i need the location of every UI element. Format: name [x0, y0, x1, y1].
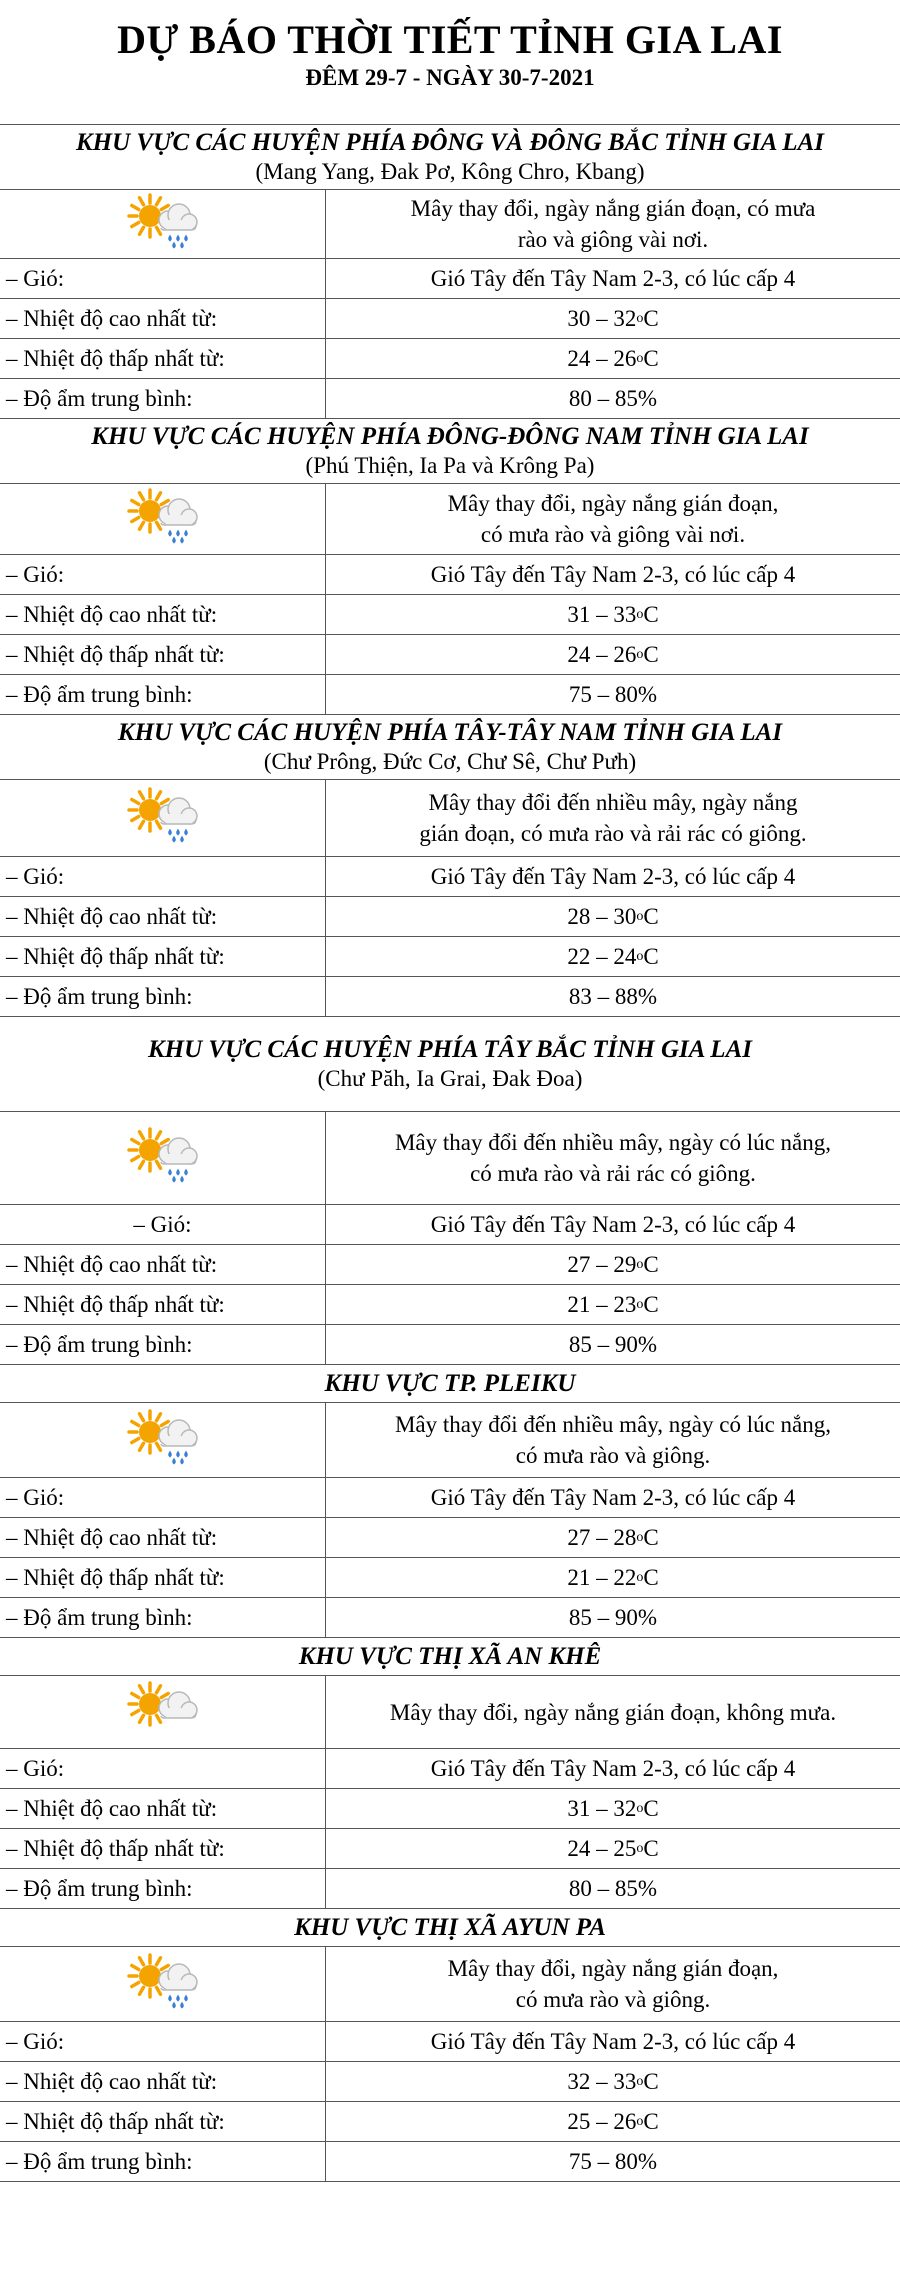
wind-value-cell — [326, 1205, 900, 1244]
max-temp-value-cell: 31 – 32 o C — [326, 1789, 900, 1828]
region-header — [0, 1909, 900, 1947]
wind-value: Gió Tây đến Tây Nam 2-3, có lúc cấp 4 — [430, 1756, 796, 1781]
region-header — [0, 1638, 900, 1676]
weather-icon-cell — [0, 1112, 326, 1204]
max-temp-value-cell: 30 – 32 o C — [326, 299, 900, 338]
sun-cloud-rain-icon — [124, 1124, 202, 1192]
weather-icon-cell — [0, 190, 326, 258]
weather-icon-cell — [0, 1947, 326, 2021]
wind-label: – Gió: — [0, 2022, 326, 2061]
forecast-line: Mây thay đổi đến nhiều mây, ngày có lúc nắng, — [394, 1130, 832, 1155]
min-temp-value: 21 – 23 — [567, 1292, 637, 1317]
weather-row — [0, 1947, 900, 2022]
page-subtitle: ĐÊM 29-7 - NGÀY 30-7-2021 — [305, 65, 595, 90]
celsius-unit: C — [643, 1525, 659, 1550]
humidity-value-cell — [326, 977, 900, 1016]
celsius-unit: C — [643, 2069, 659, 2094]
forecast-line: có mưa rào và rải rác có giông. — [470, 1161, 756, 1186]
max-temp-label: – Nhiệt độ cao nhất từ: — [0, 2062, 326, 2101]
humidity-row — [0, 1325, 900, 1365]
max-temp-label: – Nhiệt độ cao nhất từ: — [0, 897, 326, 936]
wind-label: – Gió: — [0, 555, 326, 594]
wind-value-cell — [326, 857, 900, 896]
max-temp-value: 28 – 30 — [567, 904, 637, 929]
celsius-unit: C — [643, 1836, 659, 1861]
max-temp-row — [0, 299, 900, 339]
region-districts: (Mang Yang, Đak Pơ, Kông Chro, Kbang) — [255, 159, 645, 184]
humidity-row — [0, 1598, 900, 1638]
wind-value: Gió Tây đến Tây Nam 2-3, có lúc cấp 4 — [430, 1212, 796, 1237]
forecast-description — [326, 1676, 900, 1748]
humidity-value-cell — [326, 1869, 900, 1908]
humidity-value: 75 – 80% — [568, 682, 658, 707]
max-temp-row — [0, 1789, 900, 1829]
humidity-value: 75 – 80% — [568, 2149, 658, 2174]
min-temp-label: – Nhiệt độ thấp nhất từ: — [0, 635, 326, 674]
sun-cloud-rain-icon — [124, 190, 202, 258]
region-name: KHU VỰC TP. PLEIKU — [324, 1369, 576, 1397]
humidity-value: 80 – 85% — [568, 386, 658, 411]
region-name: KHU VỰC THỊ XÃ AYUN PA — [294, 1913, 606, 1941]
forecast-line: có mưa rào và giông. — [515, 1987, 711, 2012]
min-temp-label: – Nhiệt độ thấp nhất từ: — [0, 2102, 326, 2141]
max-temp-value-cell: 28 – 30 o C — [326, 897, 900, 936]
forecast-description — [326, 484, 900, 554]
wind-row — [0, 2022, 900, 2062]
celsius-unit: C — [643, 1565, 659, 1590]
page-title: DỰ BÁO THỜI TIẾT TỈNH GIA LAI — [117, 17, 783, 62]
min-temp-value-cell: 25 – 26 o C — [326, 2102, 900, 2141]
forecast-description — [326, 1947, 900, 2021]
wind-value-cell — [326, 555, 900, 594]
wind-row — [0, 555, 900, 595]
max-temp-row — [0, 2062, 900, 2102]
wind-label: – Gió: — [0, 1478, 326, 1517]
humidity-value-cell — [326, 1325, 900, 1364]
wind-label: – Gió: — [0, 857, 326, 896]
celsius-unit: C — [643, 306, 659, 331]
region-districts: (Chư Prông, Đức Cơ, Chư Sê, Chư Pưh) — [263, 749, 637, 774]
min-temp-row — [0, 1558, 900, 1598]
region-header — [0, 419, 900, 484]
region-header — [0, 715, 900, 780]
region-header — [0, 1017, 900, 1112]
celsius-unit: C — [643, 346, 659, 371]
min-temp-row — [0, 339, 900, 379]
forecast-description — [326, 780, 900, 856]
humidity-row — [0, 2142, 900, 2182]
wind-value-cell — [326, 2022, 900, 2061]
wind-row — [0, 1205, 900, 1245]
min-temp-value: 24 – 26 — [567, 346, 637, 371]
min-temp-label: – Nhiệt độ thấp nhất từ: — [0, 339, 326, 378]
humidity-label: – Độ ẩm trung bình: — [0, 1869, 326, 1908]
forecast-description — [326, 1403, 900, 1477]
max-temp-label: – Nhiệt độ cao nhất từ: — [0, 299, 326, 338]
forecast-line: Mây thay đổi, ngày nắng gián đoạn, không mưa. — [389, 1699, 837, 1725]
region-header — [0, 125, 900, 190]
max-temp-value-cell: 27 – 29 o C — [326, 1245, 900, 1284]
wind-label: – Gió: — [0, 1205, 326, 1244]
sun-cloud-rain-icon — [124, 1406, 202, 1474]
forecast-description — [326, 1112, 900, 1204]
celsius-unit: C — [643, 904, 659, 929]
max-temp-value: 27 – 28 — [567, 1525, 637, 1550]
humidity-label: – Độ ẩm trung bình: — [0, 977, 326, 1016]
forecast-table — [0, 124, 900, 2182]
min-temp-value-cell: 22 – 24 o C — [326, 937, 900, 976]
max-temp-value: 32 – 33 — [567, 2069, 637, 2094]
min-temp-label: – Nhiệt độ thấp nhất từ: — [0, 1285, 326, 1324]
sun-cloud-rain-icon — [124, 784, 202, 852]
min-temp-label: – Nhiệt độ thấp nhất từ: — [0, 937, 326, 976]
celsius-unit: C — [643, 1292, 659, 1317]
wind-label: – Gió: — [0, 1749, 326, 1788]
weather-row — [0, 190, 900, 259]
min-temp-value: 24 – 25 — [567, 1836, 637, 1861]
min-temp-value-cell: 24 – 26 o C — [326, 339, 900, 378]
humidity-label: – Độ ẩm trung bình: — [0, 2142, 326, 2181]
max-temp-label: – Nhiệt độ cao nhất từ: — [0, 1518, 326, 1557]
wind-row — [0, 1749, 900, 1789]
weather-icon-cell — [0, 780, 326, 856]
max-temp-row — [0, 595, 900, 635]
region-header — [0, 1365, 900, 1403]
min-temp-row — [0, 1829, 900, 1869]
humidity-value: 85 – 90% — [568, 1605, 658, 1630]
region-name: KHU VỰC CÁC HUYỆN PHÍA TÂY BẮC TỈNH GIA LAI — [148, 1036, 752, 1063]
celsius-unit: C — [643, 1252, 659, 1277]
humidity-row — [0, 675, 900, 715]
sun-cloud-rain-icon — [124, 1950, 202, 2018]
forecast-line: Mây thay đổi, ngày nắng gián đoạn, có mưa — [410, 196, 816, 221]
wind-value-cell — [326, 259, 900, 298]
celsius-unit: C — [643, 1796, 659, 1821]
wind-row — [0, 1478, 900, 1518]
wind-row — [0, 259, 900, 299]
min-temp-value-cell: 21 – 22 o C — [326, 1558, 900, 1597]
max-temp-label: – Nhiệt độ cao nhất từ: — [0, 595, 326, 634]
min-temp-row — [0, 635, 900, 675]
region-districts: (Phú Thiện, Ia Pa và Krông Pa) — [305, 453, 595, 478]
weather-row — [0, 484, 900, 555]
humidity-label: – Độ ẩm trung bình: — [0, 379, 326, 418]
wind-value-cell — [326, 1478, 900, 1517]
min-temp-label: – Nhiệt độ thấp nhất từ: — [0, 1829, 326, 1868]
min-temp-value: 21 – 22 — [567, 1565, 637, 1590]
max-temp-row — [0, 897, 900, 937]
forecast-description — [326, 190, 900, 258]
weather-icon-cell — [0, 484, 326, 554]
forecast-line: Mây thay đổi, ngày nắng gián đoạn, — [447, 491, 779, 516]
forecast-line: có mưa rào và giông vài nơi. — [480, 522, 746, 547]
max-temp-value: 27 – 29 — [567, 1252, 637, 1277]
region-name: KHU VỰC CÁC HUYỆN PHÍA ĐÔNG VÀ ĐÔNG BẮC TỈNH GIA LAI — [76, 129, 824, 156]
min-temp-value: 25 – 26 — [567, 2109, 637, 2134]
region-name: KHU VỰC CÁC HUYỆN PHÍA ĐÔNG-ĐÔNG NAM TỈNH GIA LAI — [91, 423, 809, 450]
humidity-value-cell — [326, 1598, 900, 1637]
forecast-line: rào và giông vài nơi. — [517, 227, 709, 252]
weather-icon-cell — [0, 1403, 326, 1477]
humidity-row — [0, 977, 900, 1017]
forecast-line: Mây thay đổi đến nhiều mây, ngày có lúc nắng, — [394, 1412, 832, 1437]
wind-value: Gió Tây đến Tây Nam 2-3, có lúc cấp 4 — [430, 864, 796, 889]
min-temp-value-cell: 24 – 25 o C — [326, 1829, 900, 1868]
max-temp-value-cell: 31 – 33 o C — [326, 595, 900, 634]
max-temp-value: 31 – 32 — [567, 1796, 637, 1821]
wind-label: – Gió: — [0, 259, 326, 298]
humidity-value: 80 – 85% — [568, 1876, 658, 1901]
celsius-unit: C — [643, 642, 659, 667]
max-temp-row — [0, 1518, 900, 1558]
region-name: KHU VỰC CÁC HUYỆN PHÍA TÂY-TÂY NAM TỈNH GIA LAI — [117, 719, 783, 746]
humidity-row — [0, 379, 900, 419]
max-temp-value: 30 – 32 — [567, 306, 637, 331]
sun-cloud-icon — [124, 1678, 202, 1746]
min-temp-label: – Nhiệt độ thấp nhất từ: — [0, 1558, 326, 1597]
min-temp-row — [0, 1285, 900, 1325]
min-temp-value-cell: 21 – 23 o C — [326, 1285, 900, 1324]
humidity-value-cell — [326, 2142, 900, 2181]
min-temp-row — [0, 2102, 900, 2142]
max-temp-value: 31 – 33 — [567, 602, 637, 627]
wind-value: Gió Tây đến Tây Nam 2-3, có lúc cấp 4 — [430, 266, 796, 291]
wind-value: Gió Tây đến Tây Nam 2-3, có lúc cấp 4 — [430, 1485, 796, 1510]
max-temp-value-cell: 27 – 28 o C — [326, 1518, 900, 1557]
forecast-line: Mây thay đổi, ngày nắng gián đoạn, — [447, 1956, 779, 1981]
humidity-value-cell — [326, 675, 900, 714]
min-temp-value: 22 – 24 — [567, 944, 637, 969]
wind-value: Gió Tây đến Tây Nam 2-3, có lúc cấp 4 — [430, 2029, 796, 2054]
humidity-row — [0, 1869, 900, 1909]
forecast-line: có mưa rào và giông. — [515, 1443, 711, 1468]
wind-value-cell — [326, 1749, 900, 1788]
region-name: KHU VỰC THỊ XÃ AN KHÊ — [298, 1642, 602, 1670]
sun-cloud-rain-icon — [124, 485, 202, 553]
weather-row — [0, 780, 900, 857]
humidity-value: 83 – 88% — [568, 984, 658, 1009]
max-temp-label: – Nhiệt độ cao nhất từ: — [0, 1245, 326, 1284]
humidity-label: – Độ ẩm trung bình: — [0, 1598, 326, 1637]
max-temp-label: – Nhiệt độ cao nhất từ: — [0, 1789, 326, 1828]
weather-row — [0, 1676, 900, 1749]
celsius-unit: C — [643, 2109, 659, 2134]
forecast-line: gián đoạn, có mưa rào và rải rác có giông. — [419, 821, 807, 846]
min-temp-value-cell: 24 – 26 o C — [326, 635, 900, 674]
weather-row — [0, 1112, 900, 1205]
forecast-line: Mây thay đổi đến nhiều mây, ngày nắng — [428, 790, 798, 815]
min-temp-row — [0, 937, 900, 977]
max-temp-value-cell: 32 – 33 o C — [326, 2062, 900, 2101]
region-districts: (Chư Păh, Ia Grai, Đak Đoa) — [317, 1066, 583, 1091]
humidity-label: – Độ ẩm trung bình: — [0, 675, 326, 714]
celsius-unit: C — [643, 602, 659, 627]
humidity-value: 85 – 90% — [568, 1332, 658, 1357]
wind-value: Gió Tây đến Tây Nam 2-3, có lúc cấp 4 — [430, 562, 796, 587]
weather-row — [0, 1403, 900, 1478]
humidity-label: – Độ ẩm trung bình: — [0, 1325, 326, 1364]
humidity-value-cell — [326, 379, 900, 418]
min-temp-value: 24 – 26 — [567, 642, 637, 667]
max-temp-row — [0, 1245, 900, 1285]
celsius-unit: C — [643, 944, 659, 969]
weather-icon-cell — [0, 1676, 326, 1748]
wind-row — [0, 857, 900, 897]
